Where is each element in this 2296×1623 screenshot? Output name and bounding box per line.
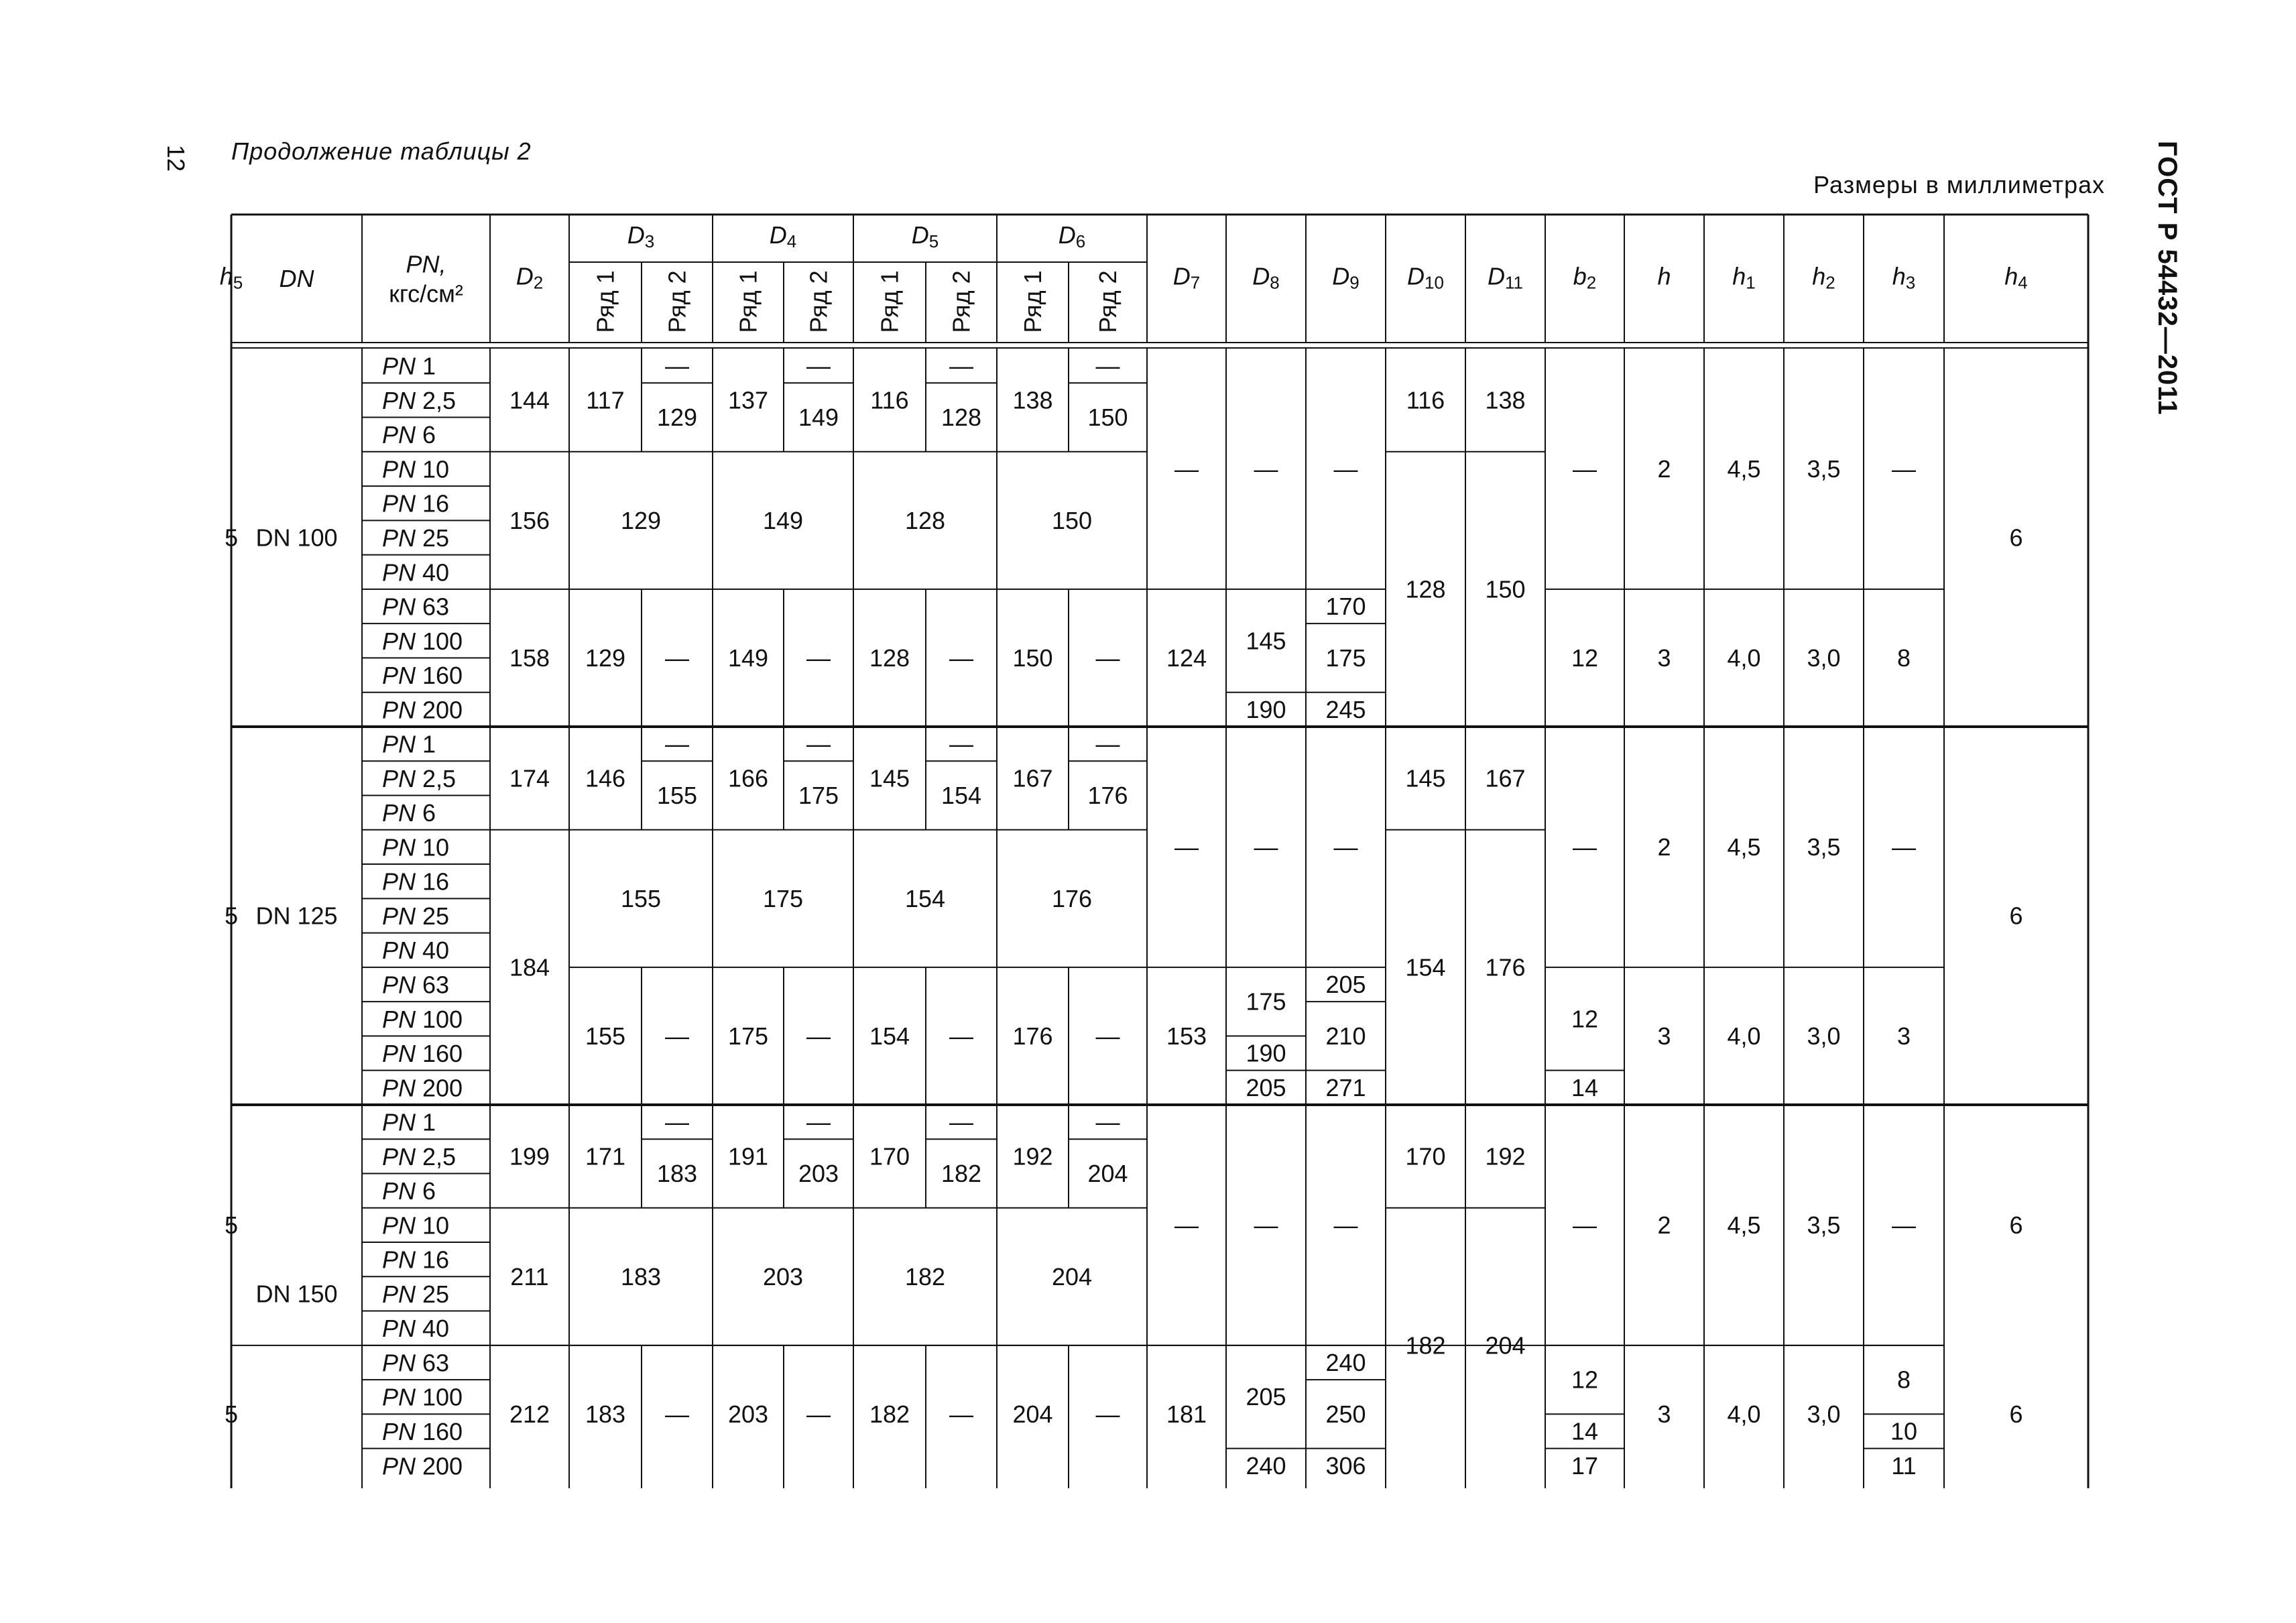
d9-value: 306	[1325, 1451, 1366, 1480]
h3-value: 3	[1896, 1022, 1911, 1050]
header-h5: $h_5$	[219, 262, 243, 293]
d8-value: 145	[1246, 627, 1286, 655]
d4-value: 203	[762, 1262, 804, 1290]
d3-row1-value: 117	[586, 386, 625, 414]
b2-value: 14	[1571, 1417, 1599, 1445]
d3-row1-value: 129	[585, 644, 626, 672]
h-value: 2	[1657, 1211, 1671, 1239]
d4-row2-dash: —	[806, 1022, 831, 1050]
d6-row2-dash: —	[1095, 1022, 1120, 1050]
pn-label: PN 6	[382, 420, 436, 448]
pn-label: PN 200	[382, 1073, 463, 1101]
pn-label: PN 63	[382, 593, 450, 621]
pn-label: PN 200	[382, 695, 463, 723]
d5-row2-dash: —	[949, 644, 973, 672]
header-d8: $D_8$	[1252, 262, 1280, 293]
h3-value: 8	[1896, 644, 1911, 672]
header-b2: $b_2$	[1573, 262, 1597, 293]
d3-row2-dash: —	[665, 730, 689, 758]
pn-label: PN 160	[382, 1039, 463, 1067]
d10-value: 116	[1406, 386, 1445, 414]
pn-label: PN 10	[382, 1211, 450, 1239]
d6-row1-value: 192	[1012, 1142, 1053, 1170]
header-row2: Ряд 2	[1094, 270, 1122, 333]
header-d5: $D_5$	[911, 221, 939, 251]
d9-value: 271	[1325, 1073, 1366, 1101]
pn-label: PN 40	[382, 936, 450, 964]
d5-row1-value: 182	[869, 1400, 910, 1428]
d9-value: 170	[1325, 593, 1366, 621]
h1-value: 4,5	[1727, 455, 1761, 483]
d6-row1-value: 138	[1012, 386, 1053, 414]
b2-value: —	[1573, 1211, 1597, 1239]
d11-value: 150	[1485, 575, 1526, 603]
h5-value: 5	[224, 902, 239, 930]
d4-row1-value: 191	[727, 1142, 769, 1170]
header-h: h	[1657, 262, 1671, 290]
d6-value: 204	[1051, 1262, 1093, 1290]
pn-label: PN 25	[382, 1280, 450, 1308]
d4-row2-dash: —	[806, 644, 831, 672]
d6-row2-dash: —	[1095, 730, 1120, 758]
d7-value: —	[1174, 833, 1199, 861]
pn-label: PN 100	[382, 627, 463, 655]
d11-value: 192	[1485, 1142, 1526, 1170]
d6-row2-value: 176	[1087, 782, 1128, 810]
d7-value: 181	[1166, 1400, 1207, 1428]
header-h2: $h_2$	[1812, 262, 1835, 293]
h-value: 3	[1657, 644, 1671, 672]
d4-row2-dash: —	[806, 730, 831, 758]
d3-row1-value: 155	[585, 1022, 626, 1050]
pn-label: PN 25	[382, 524, 450, 552]
d7-value: —	[1174, 455, 1199, 483]
h-value: 2	[1657, 455, 1671, 483]
d11-value: 167	[1485, 764, 1526, 792]
d5-row2-value: 182	[941, 1159, 982, 1187]
pn-label: PN 200	[382, 1451, 463, 1480]
d6-row2-dash: —	[1095, 1400, 1120, 1428]
header-d7: $D_7$	[1172, 262, 1201, 293]
d3-row1-value: 171	[585, 1142, 626, 1170]
d11-value: 138	[1485, 386, 1526, 414]
pn-label: PN 100	[382, 1383, 463, 1411]
pn-label: PN 40	[382, 1314, 450, 1342]
d4-row2-dash: —	[806, 1400, 831, 1428]
pn-label: PN 1	[382, 730, 436, 758]
d4-row2-value: 175	[798, 782, 839, 810]
d6-value: 150	[1051, 506, 1093, 534]
h2-value: 3,5	[1807, 1211, 1841, 1239]
pn-label: PN 160	[382, 661, 463, 689]
d5-row2-dash: —	[949, 1022, 973, 1050]
b2-value: 12	[1571, 1005, 1599, 1033]
b2-value: 12	[1571, 644, 1599, 672]
h-value: 2	[1657, 833, 1671, 861]
d2-value: 156	[509, 506, 550, 534]
d3-row1-value: 183	[585, 1400, 626, 1428]
d8-value: —	[1254, 833, 1278, 861]
pn-label: PN 1	[382, 352, 436, 380]
b2-value: 17	[1571, 1451, 1599, 1480]
b2-value: 14	[1571, 1073, 1599, 1101]
h3-value: 11	[1891, 1451, 1917, 1480]
pn-label: PN 63	[382, 1348, 450, 1376]
header-dn: DN	[279, 265, 314, 292]
standard-designation: ГОСТ Р 54432—2011	[2153, 141, 2182, 416]
d6-row1-value: 150	[1012, 644, 1053, 672]
h1-value: 4,5	[1727, 833, 1761, 861]
d8-value: —	[1254, 455, 1278, 483]
h4-value: 6	[2009, 902, 2023, 930]
d6-value: 176	[1051, 884, 1093, 912]
pn-label: PN 16	[382, 1246, 450, 1274]
d4-row2-value: 149	[798, 404, 839, 432]
d6-row2-value: 150	[1087, 404, 1128, 432]
flange-dimensions-table	[219, 215, 2088, 1488]
pn-label: PN 1	[382, 1108, 436, 1136]
d3-row2-dash: —	[665, 644, 689, 672]
dn-label: DN 125	[255, 902, 338, 930]
d5-row2-dash: —	[949, 352, 973, 380]
d2-value: 212	[509, 1400, 550, 1428]
d2-value: 144	[509, 386, 550, 414]
h1-value: 4,5	[1727, 1211, 1761, 1239]
h2-value: 3,0	[1807, 1022, 1841, 1050]
d3-value: 183	[620, 1262, 662, 1290]
d8-value: 190	[1246, 695, 1286, 723]
h3-value: 10	[1890, 1417, 1918, 1445]
d5-row1-value: 116	[870, 386, 909, 414]
header-d6: $D_6$	[1058, 221, 1086, 251]
d9-value: 210	[1325, 1022, 1366, 1050]
d11-value: 204	[1485, 1331, 1526, 1360]
d2-value: 174	[509, 764, 550, 792]
d3-row1-value: 146	[585, 764, 626, 792]
header-d3: $D_3$	[627, 221, 655, 251]
pn-label: PN 10	[382, 455, 450, 483]
d4-value: 175	[762, 884, 804, 912]
b2-value: —	[1573, 833, 1597, 861]
d4-value: 149	[762, 506, 804, 534]
d3-row2-dash: —	[665, 1400, 689, 1428]
d4-row1-value: 166	[727, 764, 769, 792]
d5-row2-dash: —	[949, 1400, 973, 1428]
d4-row1-value: 175	[727, 1022, 769, 1050]
pn-label: PN 16	[382, 867, 450, 896]
pn-label: PN 63	[382, 970, 450, 998]
d9-value: —	[1333, 1211, 1358, 1239]
d5-row2-dash: —	[949, 730, 973, 758]
pn-label: PN 2,5	[382, 764, 457, 792]
pn-label: PN 6	[382, 1177, 436, 1205]
h4-value: 6	[2009, 1211, 2023, 1239]
header-row2: Ряд 2	[947, 270, 975, 333]
h-value: 3	[1657, 1022, 1671, 1050]
d3-row2-value: 129	[656, 404, 698, 432]
pn-label: PN 16	[382, 489, 450, 518]
d6-row1-value: 167	[1012, 764, 1053, 792]
d5-value: 128	[904, 506, 946, 534]
d5-row1-value: 145	[869, 764, 910, 792]
h4-value: 6	[2009, 524, 2023, 552]
h2-value: 3,0	[1807, 1400, 1841, 1428]
d5-value: 182	[904, 1262, 946, 1290]
d7-value: 153	[1166, 1022, 1207, 1050]
d9-value: 240	[1325, 1348, 1366, 1376]
d8-value: 175	[1246, 987, 1286, 1016]
h2-value: 3,5	[1807, 455, 1841, 483]
d4-row2-value: 203	[798, 1159, 839, 1187]
units-note: Размеры в миллиметрах	[1813, 171, 2105, 198]
pn-label: PN 10	[382, 833, 450, 861]
d9-value: —	[1333, 833, 1358, 861]
d8-value: —	[1254, 1211, 1278, 1239]
h5-value: 5	[224, 524, 239, 552]
d5-row2-dash: —	[949, 1108, 973, 1136]
d9-value: 250	[1325, 1400, 1366, 1428]
d10-value: 145	[1405, 764, 1446, 792]
header-d9: $D_9$	[1332, 262, 1360, 293]
b2-value: —	[1573, 455, 1597, 483]
h3-value: —	[1892, 833, 1916, 861]
d4-row2-dash: —	[806, 352, 831, 380]
d5-row2-value: 128	[941, 404, 982, 432]
h3-value: —	[1892, 1211, 1916, 1239]
d4-row1-value: 203	[727, 1400, 769, 1428]
d5-row1-value: 128	[869, 644, 910, 672]
header-h4: $h_4$	[2004, 262, 2028, 293]
header-h1: $h_1$	[1732, 262, 1756, 293]
h1-value: 4,0	[1727, 1022, 1761, 1050]
header-d11: $D_{11}$	[1488, 262, 1523, 293]
d4-row1-value: 137	[727, 386, 769, 414]
pn-label: PN 40	[382, 558, 450, 586]
d6-row1-value: 204	[1012, 1400, 1053, 1428]
pn-label: PN 100	[382, 1005, 463, 1033]
header-pn: PN, кгс/см²	[389, 250, 463, 307]
h2-value: 3,5	[1807, 833, 1841, 861]
h3-value: —	[1892, 455, 1916, 483]
d3-row2-dash: —	[665, 1108, 689, 1136]
header-row2: Ряд 2	[804, 270, 833, 333]
pn-label: PN 25	[382, 902, 450, 930]
d2-value: 199	[509, 1142, 550, 1170]
header-row1: Ряд 1	[591, 270, 619, 333]
d9-value: 175	[1325, 644, 1366, 672]
h-value: 3	[1657, 1400, 1671, 1428]
d9-value: 205	[1325, 970, 1366, 998]
d2-value: 184	[509, 953, 550, 981]
h1-value: 4,0	[1727, 644, 1761, 672]
header-row1: Ряд 1	[875, 270, 904, 333]
header-d2: $D_2$	[516, 262, 544, 293]
d10-value: 182	[1405, 1331, 1446, 1360]
page-number: 12	[162, 144, 190, 172]
d10-value: 128	[1405, 575, 1446, 603]
d6-row2-value: 204	[1087, 1159, 1128, 1187]
pn-label: PN 2,5	[382, 1142, 457, 1170]
d10-value: 154	[1405, 953, 1446, 981]
pn-label: PN 160	[382, 1417, 463, 1445]
h5-value: 5	[224, 1211, 239, 1239]
d9-value: 245	[1325, 695, 1366, 723]
d2-value: 211	[510, 1262, 549, 1290]
header-row1: Ряд 1	[734, 270, 762, 333]
h4-value: 6	[2009, 1400, 2023, 1428]
d5-row2-value: 154	[941, 782, 982, 810]
d10-value: 170	[1405, 1142, 1446, 1170]
d5-value: 154	[904, 884, 946, 912]
d6-row1-value: 176	[1012, 1022, 1053, 1050]
dn-label: DN 150	[255, 1280, 338, 1308]
d8-value: 205	[1246, 1073, 1286, 1101]
d4-row2-dash: —	[806, 1108, 831, 1136]
d3-row2-value: 183	[656, 1159, 698, 1187]
d2-value: 158	[509, 644, 550, 672]
d7-value: —	[1174, 1211, 1199, 1239]
header-row2: Ряд 2	[663, 270, 691, 333]
b2-value: 12	[1571, 1366, 1599, 1394]
d3-row2-dash: —	[665, 1022, 689, 1050]
table-caption: Продолжение таблицы 2	[231, 137, 532, 165]
pn-label: PN 2,5	[382, 386, 457, 414]
d4-row1-value: 149	[727, 644, 769, 672]
dn-label: DN 100	[255, 524, 338, 552]
d5-row1-value: 154	[869, 1022, 910, 1050]
d9-value: —	[1333, 455, 1358, 483]
d3-row2-dash: —	[665, 352, 689, 380]
header-d10: $D_{10}$	[1407, 262, 1444, 293]
d8-value: 205	[1246, 1383, 1286, 1411]
d6-row2-dash: —	[1095, 1108, 1120, 1136]
header-row1: Ряд 1	[1019, 270, 1046, 333]
d3-row2-value: 155	[656, 782, 698, 810]
d11-value: 176	[1485, 953, 1526, 981]
d3-value: 155	[620, 884, 662, 912]
d6-row2-dash: —	[1095, 644, 1120, 672]
h5-value: 5	[224, 1400, 239, 1428]
h1-value: 4,0	[1727, 1400, 1761, 1428]
h2-value: 3,0	[1807, 644, 1841, 672]
d8-value: 240	[1246, 1451, 1286, 1480]
header-h3: $h_3$	[1892, 262, 1916, 293]
d6-row2-dash: —	[1095, 352, 1120, 380]
pn-label: PN 6	[382, 798, 436, 827]
d7-value: 124	[1166, 644, 1207, 672]
h3-value: 8	[1896, 1366, 1911, 1394]
d5-row1-value: 170	[869, 1142, 910, 1170]
d3-value: 129	[620, 506, 662, 534]
header-d4: $D_4$	[769, 221, 797, 251]
d8-value: 190	[1246, 1039, 1286, 1067]
